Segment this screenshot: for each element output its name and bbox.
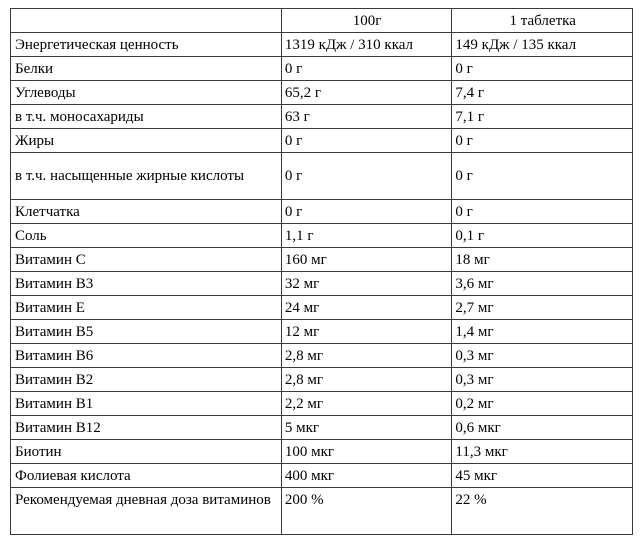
table-row bbox=[11, 272, 633, 296]
row-value-100g: 1,1 г bbox=[281, 224, 452, 248]
row-label: Витамин В2 bbox=[11, 368, 282, 392]
row-label: Витамин В3 bbox=[11, 272, 282, 296]
table-row bbox=[11, 368, 633, 392]
table-row bbox=[11, 200, 633, 224]
header-label-cell bbox=[11, 9, 282, 33]
row-label: Витамин Е bbox=[11, 296, 282, 320]
row-value-100g: 63 г bbox=[281, 105, 452, 129]
row-label: Соль bbox=[11, 224, 282, 248]
table-row bbox=[11, 129, 633, 153]
row-label: Белки bbox=[11, 57, 282, 81]
row-label: Энергетическая ценность bbox=[11, 33, 282, 57]
row-value-100g: 24 мг bbox=[281, 296, 452, 320]
table-row bbox=[11, 416, 633, 440]
table-row bbox=[11, 344, 633, 368]
table-row bbox=[11, 440, 633, 464]
header-tablet: 1 таблетка bbox=[452, 9, 633, 33]
row-value-100g: 160 мг bbox=[281, 248, 452, 272]
row-value-100g: 0 г bbox=[281, 57, 452, 81]
row-value-tablet: 0,6 мкг bbox=[452, 416, 633, 440]
table-row bbox=[11, 105, 633, 129]
row-value-tablet: 1,4 мг bbox=[452, 320, 633, 344]
row-value-100g: 2,2 мг bbox=[281, 392, 452, 416]
row-label: Биотин bbox=[11, 440, 282, 464]
table-row bbox=[11, 153, 633, 200]
table-header-row bbox=[11, 9, 633, 33]
table-row bbox=[11, 248, 633, 272]
row-value-tablet: 0,1 г bbox=[452, 224, 633, 248]
table-row bbox=[11, 224, 633, 248]
row-value-tablet: 0 г bbox=[452, 57, 633, 81]
row-label: в т.ч. моносахариды bbox=[11, 105, 282, 129]
row-value-tablet: 149 кДж / 135 ккал bbox=[452, 33, 633, 57]
row-value-100g: 400 мкг bbox=[281, 464, 452, 488]
row-label: в т.ч. насыщенные жирные кислоты bbox=[11, 153, 282, 200]
row-label: Витамин В1 bbox=[11, 392, 282, 416]
row-label: Углеводы bbox=[11, 81, 282, 105]
row-value-tablet: 22 % bbox=[452, 488, 633, 535]
header-100g: 100г bbox=[281, 9, 452, 33]
table-row bbox=[11, 488, 633, 535]
row-value-100g: 200 % bbox=[281, 488, 452, 535]
table-row bbox=[11, 33, 633, 57]
row-value-100g: 2,8 мг bbox=[281, 344, 452, 368]
row-value-tablet: 18 мг bbox=[452, 248, 633, 272]
row-value-tablet: 0 г bbox=[452, 153, 633, 200]
row-label: Клетчатка bbox=[11, 200, 282, 224]
row-value-100g: 12 мг bbox=[281, 320, 452, 344]
row-value-100g: 0 г bbox=[281, 153, 452, 200]
row-label: Витамин В12 bbox=[11, 416, 282, 440]
row-value-100g: 5 мкг bbox=[281, 416, 452, 440]
row-value-tablet: 45 мкг bbox=[452, 464, 633, 488]
table-row bbox=[11, 320, 633, 344]
table-row bbox=[11, 464, 633, 488]
row-value-100g: 32 мг bbox=[281, 272, 452, 296]
nutrition-table-container bbox=[10, 8, 633, 535]
row-value-tablet: 11,3 мкг bbox=[452, 440, 633, 464]
row-value-tablet: 7,1 г bbox=[452, 105, 633, 129]
row-label: Фолиевая кислота bbox=[11, 464, 282, 488]
row-value-tablet: 0,2 мг bbox=[452, 392, 633, 416]
nutrition-table bbox=[10, 8, 633, 535]
row-value-100g: 0 г bbox=[281, 200, 452, 224]
row-value-tablet: 0,3 мг bbox=[452, 344, 633, 368]
row-value-tablet: 2,7 мг bbox=[452, 296, 633, 320]
row-label: Рекомендуемая дневная доза витаминов bbox=[11, 488, 282, 535]
row-label: Витамин С bbox=[11, 248, 282, 272]
row-value-tablet: 3,6 мг bbox=[452, 272, 633, 296]
row-value-tablet: 0 г bbox=[452, 200, 633, 224]
row-value-tablet: 0,3 мг bbox=[452, 368, 633, 392]
row-value-100g: 100 мкг bbox=[281, 440, 452, 464]
table-row bbox=[11, 57, 633, 81]
row-label: Витамин В6 bbox=[11, 344, 282, 368]
row-label: Жиры bbox=[11, 129, 282, 153]
table-row bbox=[11, 81, 633, 105]
row-value-100g: 0 г bbox=[281, 129, 452, 153]
row-value-100g: 65,2 г bbox=[281, 81, 452, 105]
row-value-100g: 1319 кДж / 310 ккал bbox=[281, 33, 452, 57]
table-row bbox=[11, 392, 633, 416]
row-value-100g: 2,8 мг bbox=[281, 368, 452, 392]
row-value-tablet: 7,4 г bbox=[452, 81, 633, 105]
table-row bbox=[11, 296, 633, 320]
row-label: Витамин В5 bbox=[11, 320, 282, 344]
row-value-tablet: 0 г bbox=[452, 129, 633, 153]
